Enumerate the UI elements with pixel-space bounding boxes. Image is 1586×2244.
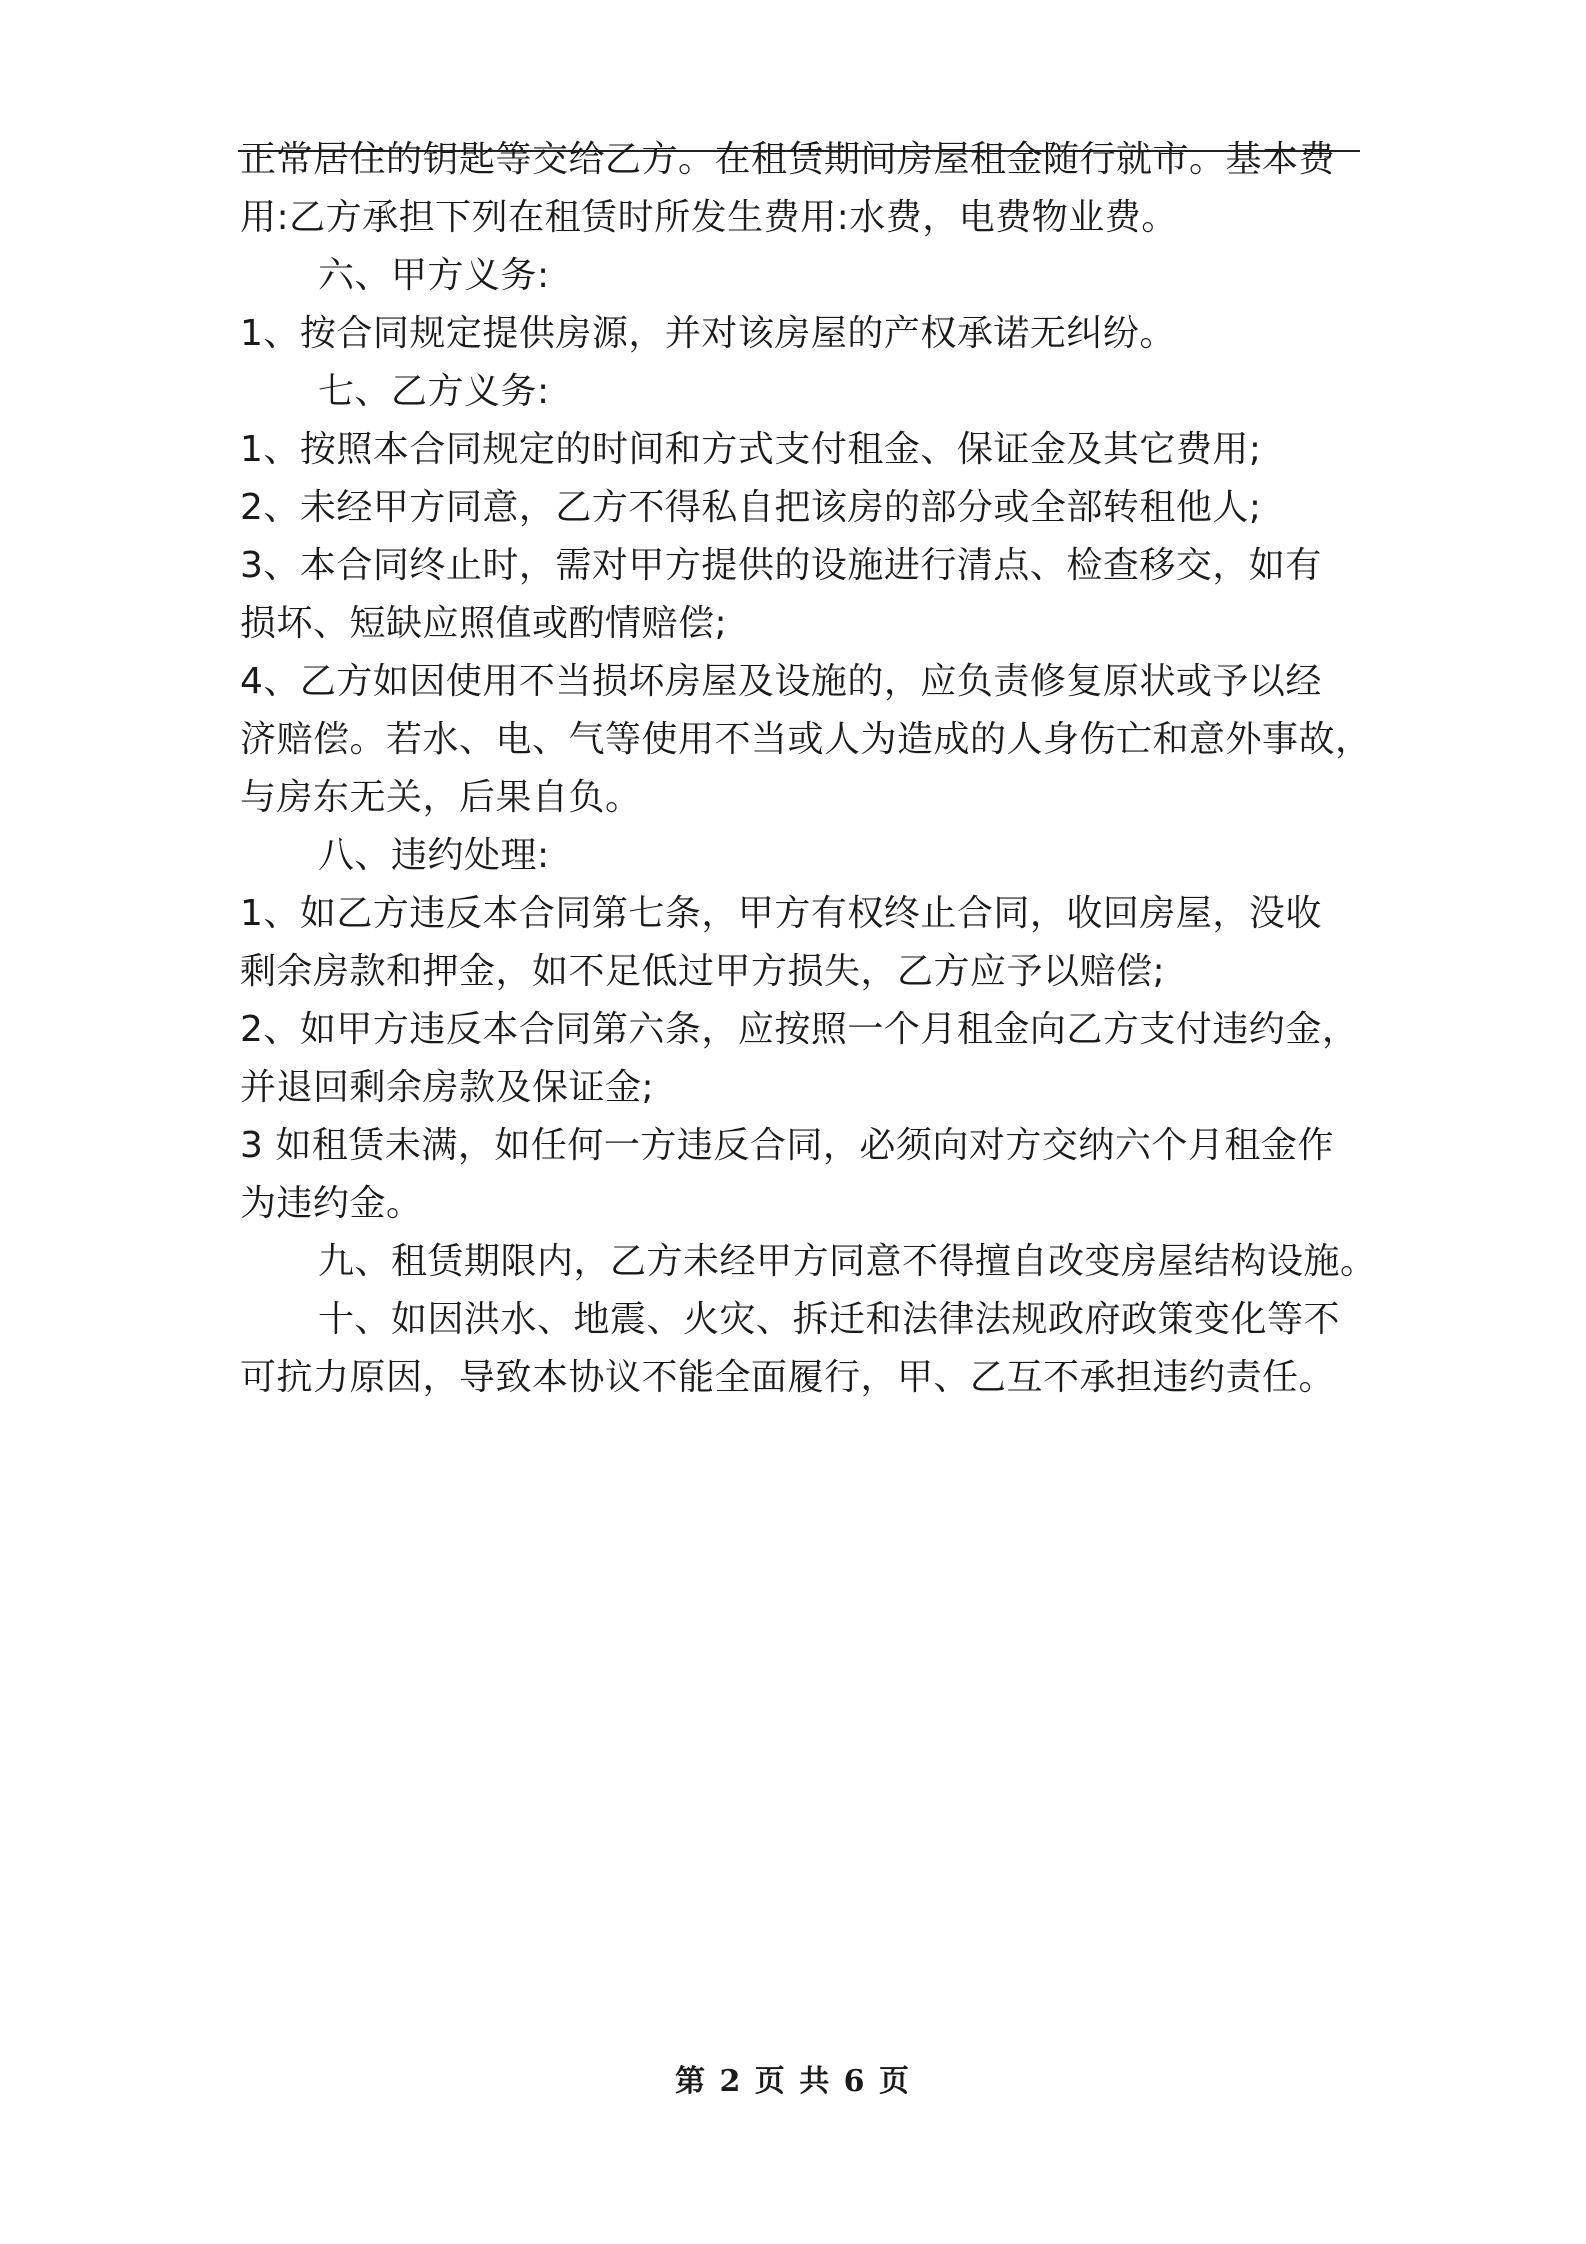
body-line-22: 可抗力原因，导致本协议不能全面履行，甲、乙互不承担违约责任。 [240, 1357, 1336, 1398]
body-line-9: 损坏、短缺应照值或酌情赔偿; [240, 603, 728, 644]
body-line-10: 4、乙方如因使用不当损坏房屋及设施的，应负责修复原状或予以经 [240, 661, 1322, 702]
body-line-7: 2、未经甲方同意，乙方不得私自把该房的部分或全部转租他人; [240, 487, 1262, 528]
body-line-19: 为违约金。 [240, 1183, 423, 1224]
body-line-4: 1、按合同规定提供房源，并对该房屋的产权承诺无纠纷。 [240, 313, 1176, 354]
body-line-6: 1、按照本合同规定的时间和方式支付租金、保证金及其它费用; [240, 429, 1262, 470]
body-line-15: 剩余房款和押金，如不足低过甲方损失，乙方应予以赔偿; [240, 951, 1166, 992]
section-heading-7: 七、乙方义务: [318, 371, 550, 412]
section-heading-9: 九、租赁期限内，乙方未经甲方同意不得擅自改变房屋结构设施。 [318, 1241, 1377, 1282]
body-line-8: 3、本合同终止时，需对甲方提供的设施进行清点、检查移交，如有 [240, 545, 1322, 586]
body-line-18: 3 如租赁未满，如任何一方违反合同，必须向对方交纳六个月租金作 [240, 1125, 1334, 1166]
section-heading-8: 八、违约处理: [318, 835, 550, 876]
body-line-1: 正常居住的钥匙等交给乙方。在租赁期间房屋租金随行就市。基本费 [240, 139, 1336, 180]
body-line-17: 并退回剩余房款及保证金; [240, 1067, 655, 1108]
body-line-16: 2、如甲方违反本合同第六条，应按照一个月租金向乙方支付违约金， [240, 1009, 1359, 1050]
body-line-2: 用:乙方承担下列在租赁时所发生费用:水费，电费物业费。 [240, 197, 1178, 238]
section-heading-6: 六、甲方义务: [318, 255, 550, 296]
body-line-11: 济赔偿。若水、电、气等使用不当或人为造成的人身伤亡和意外事故， [240, 719, 1372, 760]
section-heading-10: 十、如因洪水、地震、火灾、拆迁和法律法规政府政策变化等不 [318, 1299, 1341, 1340]
body-line-12: 与房东无关，后果自负。 [240, 777, 642, 818]
page-number-footer: 第 2 页 共 6 页 [675, 2064, 911, 2099]
body-line-14: 1、如乙方违反本合同第七条，甲方有权终止合同，收回房屋，没收 [240, 893, 1322, 934]
